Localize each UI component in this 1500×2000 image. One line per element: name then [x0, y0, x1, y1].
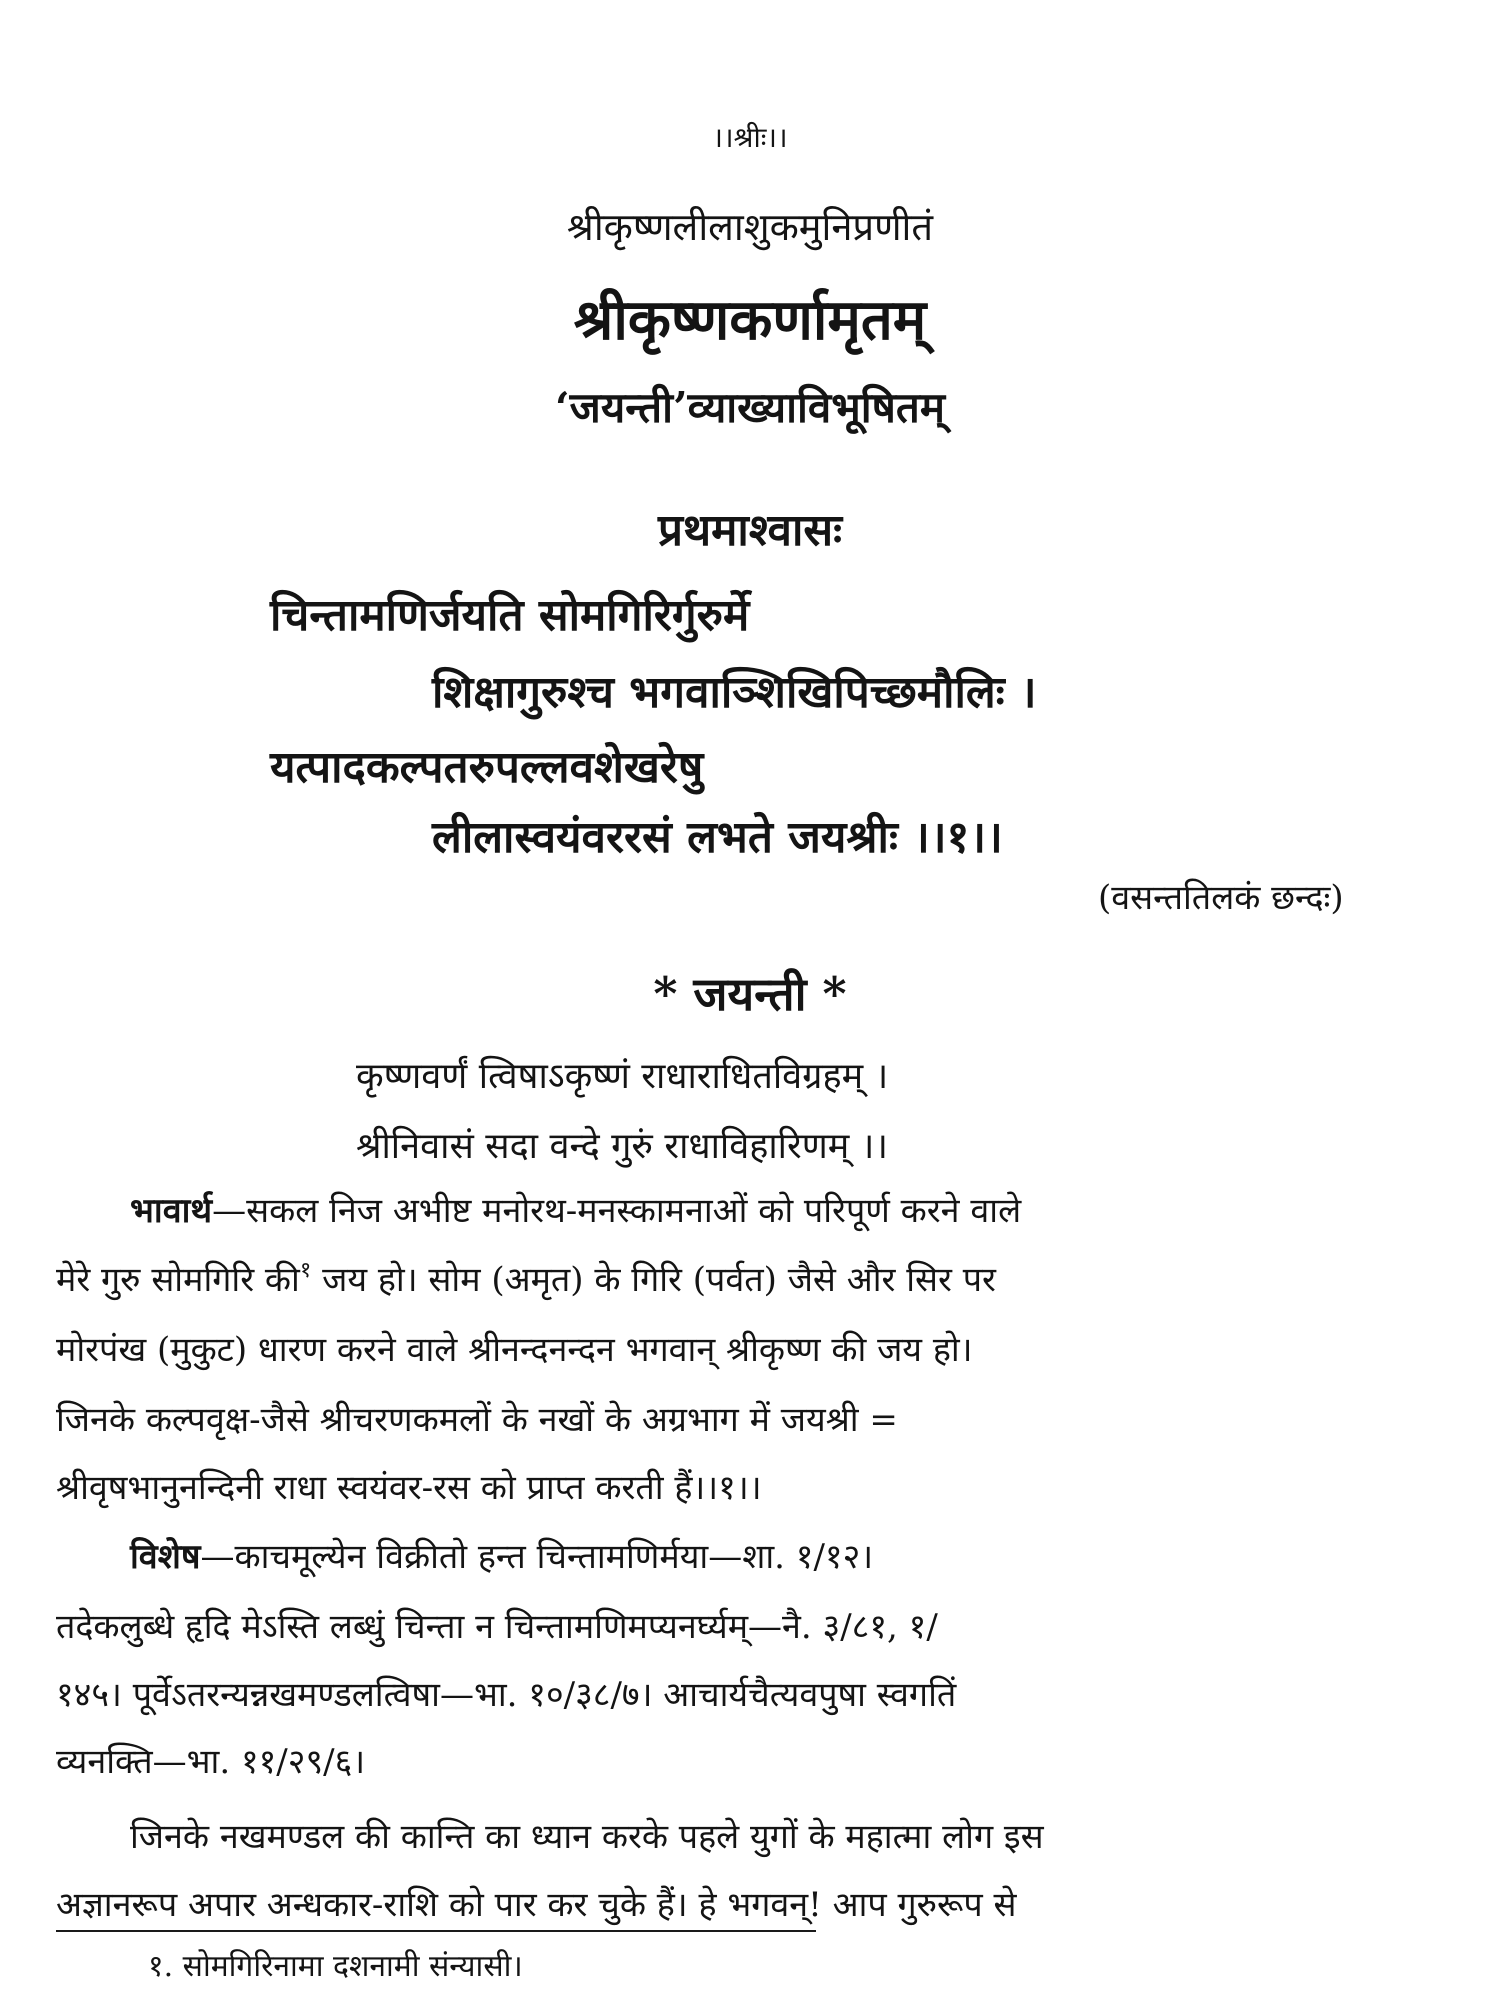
vishesha-line-2: तदेकलुब्धे हृदि मेऽस्ति लब्धुं चिन्ता न चिन्तामणिमप्यनर्घ्यम्—नै. ३/८१, १/ [56, 1607, 938, 1647]
author-line: श्रीकृष्णलीलाशुकमुनिप्रणीतं [566, 205, 934, 249]
mangala-line-1: कृष्णवर्णं त्विषाऽकृष्णं राधाराधितविग्रहम् । [356, 1056, 889, 1097]
bhavartha-line-5: श्रीवृषभानुनन्दिनी राधा स्वयंवर-रस को प्राप्त करती हैं।।१।। [56, 1468, 762, 1508]
subtitle: ‘जयन्ती’व्याख्याविभूषितम् [555, 383, 945, 432]
vishesha-text-1: —काचमूल्येन विक्रीतो हन्त चिन्तामणिर्मया—शा. १/१२। [200, 1537, 874, 1577]
commentary-heading: * जयन्ती * [653, 967, 847, 1021]
bhavartha-line-1 [130, 1186, 1465, 1232]
bhavartha-line-4: जिनके कल्पवृक्ष-जैसे श्रीचरणकमलों के नखों के अग्रभाग में जयश्री = [56, 1400, 898, 1440]
vishesha-line-4: व्यनक्ति—भा. ११/२९/६। [56, 1742, 366, 1782]
vishesha-label: विशेष [130, 1537, 201, 1577]
bhavartha-line-2 [56, 1255, 996, 1301]
bhavartha-line-3: मोरपंख (मुकुट) धारण करने वाले श्रीनन्दनन्दन भगवान् श्रीकृष्ण की जय हो। [56, 1330, 973, 1370]
verse-line-4: लीलास्वयंवररसं लभते जयश्रीः ।।१।। [432, 812, 1003, 863]
bhavartha-text-2b: जय हो। सोम (अमृत) के गिरि (पर्वत) जैसे और सिर पर [311, 1260, 996, 1300]
paragraph-3-line-2: अज्ञानरूप अपार अन्धकार-राशि को पार कर चुके हैं। हे भगवन्! आप गुरुरूप से [56, 1885, 1017, 1925]
footnote-text: १. सोमगिरिनामा दशनामी संन्यासी। [148, 1949, 523, 1984]
footnote-mark: १ [299, 1258, 312, 1283]
verse-line-2: शिक्षागुरुश्च भगवाञ्शिखिपिच्छमौलिः । [432, 667, 1037, 718]
verse-line-3: यत्पादकल्पतरुपल्लवशेखरेषु [270, 742, 704, 793]
paragraph-3-line-1: जिनके नखमण्डल की कान्ति का ध्यान करके पहले युगों के महात्मा लोग इस [130, 1817, 1044, 1857]
invocation: ।।श्रीः।। [712, 121, 788, 154]
vishesha-line-3: १४५। पूर्वेऽतरन्यन्नखमण्डलत्विषा—भा. १०/३८/७। आचार्यचैत्यवपुषा स्वगतिं [56, 1675, 957, 1715]
bhavartha-label: भावार्थ [130, 1191, 213, 1231]
bhavartha-text-1: —सकल निज अभीष्ट मनोरथ-मनस्कामनाओं को परिपूर्ण करने वाले [212, 1191, 1022, 1231]
bhavartha-text-2a: मेरे गुरु सोमगिरि की [56, 1260, 300, 1300]
verse-line-1: चिन्तामणिर्जयति सोमगिरिर्गुरुर्मे [270, 590, 750, 641]
chapter-heading: प्रथमाश्वासः [657, 505, 843, 556]
mangala-line-2: श्रीनिवासं सदा वन्दे गुरुं राधाविहारिणम् ।। [356, 1126, 889, 1167]
vishesha-line-1 [130, 1532, 873, 1578]
page-title: श्रीकृष्णकर्णामृतम् [573, 287, 927, 353]
meter-note: (वसन्ततिलकं छन्दः) [1098, 878, 1344, 918]
footnote-divider [56, 1930, 816, 1932]
